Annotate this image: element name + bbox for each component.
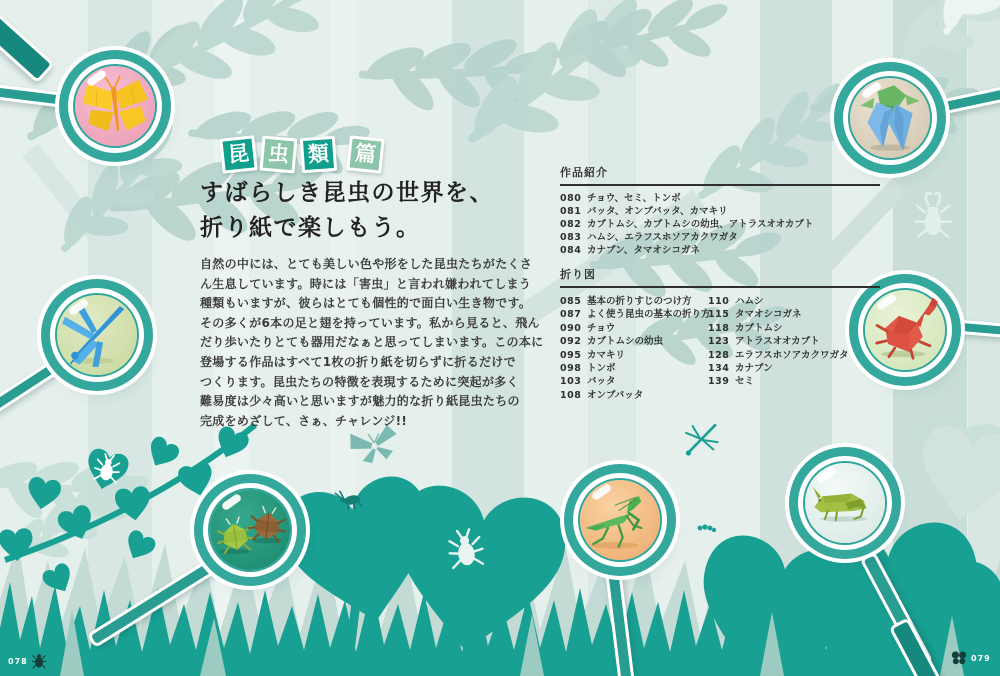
list-item: 082 カブトムシ、カブトムシの幼虫、アトラスオオカブト bbox=[560, 218, 814, 230]
page-number-right bbox=[947, 651, 991, 665]
list-item: 110 ハムシ bbox=[708, 296, 764, 307]
lens-beetles bbox=[210, 490, 290, 570]
list-item: 083 ハムシ、エラフスホソアカクワガタ bbox=[560, 231, 738, 243]
lens-cicada bbox=[850, 78, 930, 158]
heading-line-2: 折り紙で楽しもう。 bbox=[200, 215, 421, 241]
list-item: 092 カブトムシの幼虫 bbox=[560, 336, 664, 348]
caterpillar-silhouette bbox=[698, 524, 717, 532]
list-item: 080 チョウ、セミ、トンボ bbox=[560, 193, 681, 204]
intro-line: 自然の中には、とても美しい色や形をした昆虫たちがたくさ bbox=[200, 257, 533, 271]
list-item: 139 セミ bbox=[708, 376, 755, 388]
list-item: 087 よく使う昆虫の基本の折り方 bbox=[560, 309, 711, 321]
list-item: 098 トンボ bbox=[560, 363, 616, 375]
list-item: 090 チョウ bbox=[560, 322, 616, 334]
lens-dragonfly bbox=[57, 295, 137, 375]
intro-line: だり歩いたりとても器用だなぁと思ってしまいます。この本に bbox=[200, 335, 544, 350]
origami-mantis-icon bbox=[580, 480, 660, 560]
intro-line: ん生息しています。時には「害虫」と言われ嫌われてしまう bbox=[200, 276, 532, 291]
list-item: 103 バッタ bbox=[560, 376, 616, 388]
intro-paragraph bbox=[200, 255, 543, 431]
badge-char: 虫 bbox=[260, 136, 298, 174]
lens-butterfly bbox=[75, 66, 155, 146]
list-item: 085 基本の折りすじのつけ方 bbox=[560, 296, 692, 307]
butterfly-icon bbox=[951, 651, 967, 665]
page-number-left bbox=[8, 653, 50, 669]
diagrams-right-column bbox=[708, 295, 849, 389]
intro-line: 完成をめざして、さぁ、チャレンジ!! bbox=[200, 413, 408, 428]
diagrams-list bbox=[560, 266, 880, 407]
list-item: 084 カナブン、タマオシコガネ bbox=[560, 244, 700, 256]
list-item: 115 タマオシコガネ bbox=[708, 309, 802, 321]
page-number-text: 079 bbox=[971, 653, 991, 663]
works-list bbox=[560, 164, 880, 258]
intro-line: 難易度は少々高いと思いますが魅力的な折り紙昆虫たちの bbox=[200, 394, 520, 409]
beetle-icon bbox=[32, 653, 46, 669]
diagrams-title: 折り図 bbox=[560, 266, 880, 288]
chapter-badge bbox=[221, 137, 388, 172]
list-item: 134 カナブン bbox=[708, 363, 773, 375]
list-item: 118 カブトムシ bbox=[708, 322, 783, 334]
works-title: 作品紹介 bbox=[560, 164, 880, 186]
origami-butterfly-icon bbox=[74, 65, 155, 146]
page-number-text: 078 bbox=[8, 656, 28, 666]
lens-mantis bbox=[580, 480, 660, 560]
lens-grasshopper bbox=[805, 463, 885, 543]
list-item: 128 エラフスホソアカクワガタ bbox=[708, 349, 849, 361]
badge-char: 篇 bbox=[346, 135, 384, 173]
chapter-heading bbox=[200, 176, 494, 246]
intro-line: 登場する作品はすべて1枚の折り紙を切らずに折るだけで bbox=[200, 354, 516, 369]
diagrams-left-column bbox=[560, 295, 711, 402]
origami-grasshopper-icon bbox=[805, 463, 885, 543]
list-item: 095 カマキリ bbox=[560, 349, 626, 361]
badge-char: 昆 bbox=[219, 135, 257, 173]
list-item: 108 オンブバッタ bbox=[560, 389, 644, 401]
list-item: 081 バッタ、オンブバッタ、カマキリ bbox=[560, 205, 728, 217]
origami-leaf-beetles-icon bbox=[210, 490, 290, 570]
intro-line: その多くが6本の足と翅を持っています。私から見ると、飛ん bbox=[200, 315, 540, 330]
list-item: 123 アトラスオオカブト bbox=[708, 336, 820, 348]
heading-line-1: すばらしき昆虫の世界を、 bbox=[200, 180, 494, 206]
intro-line: つくります。昆虫たちの特徴を表現するために突起が多く bbox=[200, 374, 519, 389]
badge-char: 類 bbox=[300, 136, 337, 173]
intro-line: 種類もいますが、彼らはとても個性的で面白い生き物です。 bbox=[200, 296, 532, 311]
